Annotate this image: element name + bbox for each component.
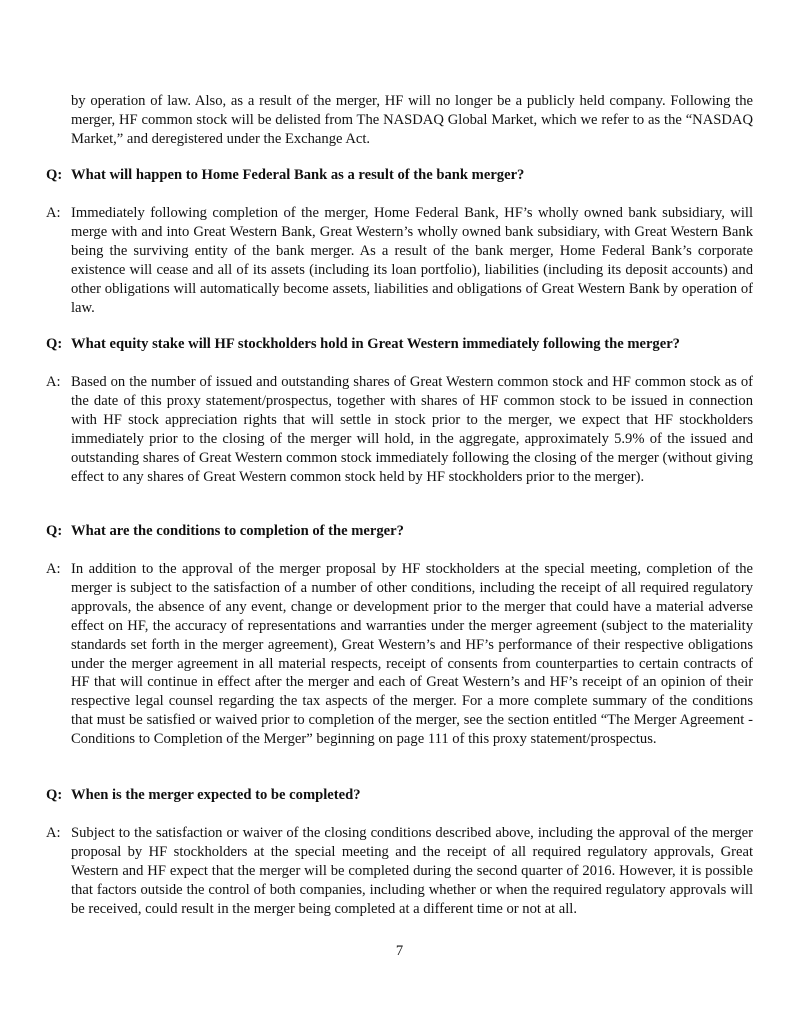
continued-paragraph: by operation of law. Also, as a result of the merger, HF will no longer be a publicly held company. Following the merger, HF common stock will be delisted from The NASDAQ Global Market, which we refer to as the “NASDAQ Market,” and deregistered under the Exchange Act. bbox=[71, 93, 753, 147]
qa-answer bbox=[46, 204, 753, 317]
question-marker: Q: bbox=[46, 787, 63, 803]
question-marker: Q: bbox=[46, 523, 63, 539]
qa-answer bbox=[46, 824, 753, 919]
answer-text: Subject to the satisfaction or waiver of the closing conditions described above, including the approval of the merger proposal by HF stockholders at the special meeting and the receipt of all required regulatory approvals, Great Western and HF expect that the merger will be completed during the second quarter of 2016. However, it is possible that factors outside the control of both companies, including whether or when the required regulatory approvals will be received, could result in the merger being completed at a different time or not at all. bbox=[71, 825, 753, 917]
question-text: What are the conditions to completion of the merger? bbox=[71, 523, 404, 539]
question-marker: Q: bbox=[46, 167, 63, 183]
qa-answer bbox=[46, 560, 753, 749]
answer-marker: A: bbox=[46, 205, 61, 221]
qa-question bbox=[46, 166, 753, 185]
question-text: What will happen to Home Federal Bank as a result of the bank merger? bbox=[71, 167, 525, 183]
answer-text: Based on the number of issued and outstanding shares of Great Western common stock and HF common stock as of the date of this proxy statement/prospectus, together with shares of HF common stock to be issued in connection with HF stock appreciation rights that will settle in stock prior to the merger, we expect that HF stockholders immediately prior to the closing of the merger will hold, in the aggregate, approximately 5.9% of the issued and outstanding shares of Great Western common stock immediately following the closing of the merger (without giving effect to any shares of Great Western common stock held by HF stockholders prior to the merger). bbox=[71, 374, 753, 485]
qa-question bbox=[46, 786, 753, 805]
qa-question bbox=[46, 335, 753, 354]
question-marker: Q: bbox=[46, 336, 63, 352]
answer-marker: A: bbox=[46, 825, 61, 841]
answer-marker: A: bbox=[46, 561, 61, 577]
page-number: 7 bbox=[395, 943, 404, 959]
question-text: When is the merger expected to be completed? bbox=[71, 787, 361, 803]
answer-text: In addition to the approval of the merger proposal by HF stockholders at the special meeting, completion of the merger is subject to the satisfaction of a number of other conditions, including the receipt of all required regulatory approvals, the absence of any event, change or development prior to the merger that could have a material adverse effect on HF, the accuracy of representations and warranties under the merger agreement (subject to the materiality standards set forth in the merger agreement), Great Western’s and HF’s performance of their respective obligations under the merger agreement in all material respects, receipt of consents from counterparties to certain contracts of HF that will continue in effect after the merger and each of Great Western’s and HF’s receipt of an opinion of their respective legal counsel regarding the tax aspects of the merger. For a more complete summary of the conditions that must be satisfied or waived prior to completion of the merger, see the section entitled “The Merger Agreement - Conditions to Completion of the Merger” beginning on page 111 of this proxy statement/prospectus. bbox=[71, 561, 753, 748]
question-text: What equity stake will HF stockholders hold in Great Western immediately following the merger? bbox=[71, 336, 680, 352]
answer-text: Immediately following completion of the merger, Home Federal Bank, HF’s wholly owned bank subsidiary, will merge with and into Great Western Bank, Great Western’s wholly owned bank subsidiary, with Great Western Bank being the surviving entity of the bank merger. As a result of the bank merger, Home Federal Bank’s corporate existence will cease and all of its assets (including its loan portfolio), liabilities (including its deposit accounts) and other obligations will automatically become assets, liabilities and obligations of Great Western Bank by operation of law. bbox=[71, 205, 753, 316]
answer-marker: A: bbox=[46, 374, 61, 390]
qa-question bbox=[46, 522, 753, 541]
qa-answer bbox=[46, 373, 753, 486]
